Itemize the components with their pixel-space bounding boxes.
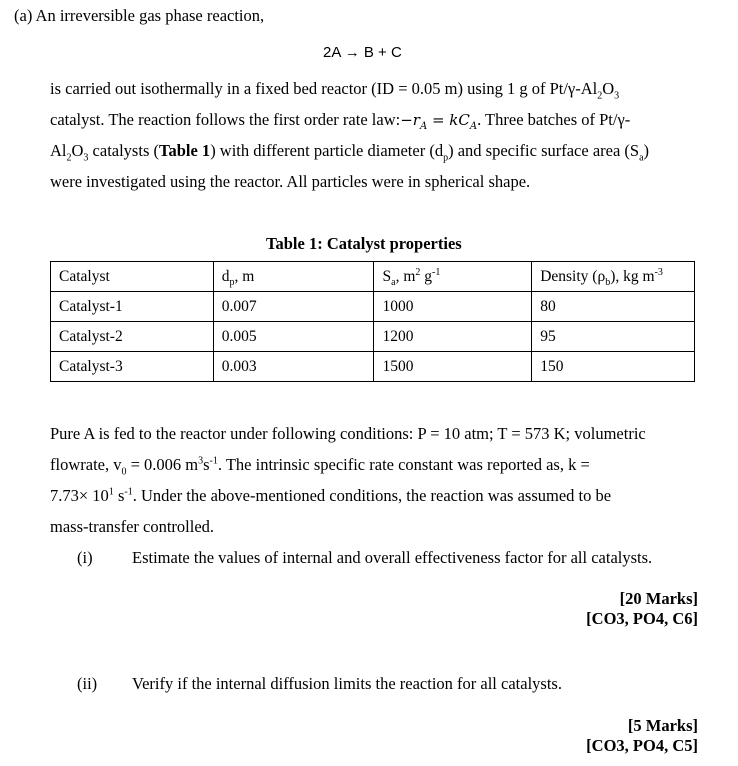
equation-rhs: B + C	[363, 44, 402, 61]
table-header-row	[51, 262, 695, 292]
q2-co: [CO3, PO4, C5]	[586, 736, 698, 755]
cell-dp: 0.007	[213, 292, 374, 322]
subscript: 2	[66, 152, 72, 164]
superscript: -1	[432, 266, 441, 278]
text-span: g	[420, 267, 432, 285]
text-span: . Under the above-mentioned conditions, the reaction was assumed to be	[132, 486, 612, 505]
text-span: −r	[400, 111, 420, 129]
header-catalyst: Catalyst	[51, 262, 214, 292]
text-span: ), kg m	[610, 267, 655, 285]
text-span: Al	[50, 141, 67, 160]
para2-line4: mass-transfer controlled.	[50, 517, 215, 536]
subscript: A	[469, 121, 478, 132]
subscript: p	[229, 276, 235, 288]
para1-line1	[50, 73, 619, 104]
superscript: -1	[124, 486, 133, 498]
subscript: p	[443, 152, 449, 164]
q1-marks-block	[586, 589, 698, 629]
text-span: = 0.006 m	[126, 455, 199, 474]
text-span: O	[71, 141, 84, 160]
subscript: A	[419, 121, 428, 132]
bold-ref: Table 1	[158, 141, 211, 160]
text-span: ) and specific surface area (S	[448, 141, 640, 160]
q1-text: Estimate the values of internal and overall effectiveness factor for all catalysts.	[132, 548, 653, 567]
subscript: a	[639, 152, 644, 164]
cell-dp: 0.005	[213, 322, 374, 352]
para2-line1: Pure A is fed to the reactor under following conditions: P = 10 atm; T = 573 K; volumetric	[50, 424, 646, 443]
text-span: , m	[234, 267, 255, 285]
q2-marks-block	[586, 716, 698, 756]
text-span: , m	[395, 267, 416, 285]
text-span: 7.73× 10	[50, 486, 109, 505]
text-span: Density (ρ	[540, 267, 606, 285]
cell-catalyst: Catalyst-1	[51, 292, 214, 322]
question-intro: (a) An irreversible gas phase reaction,	[14, 6, 265, 25]
text-span: catalyst. The reaction follows the first order rate law:	[50, 110, 401, 129]
text-span: is carried out isothermally in a fixed bed reactor (ID = 0.05 m) using 1 g of Pt/γ-Al	[50, 79, 598, 98]
superscript: 1	[108, 486, 114, 498]
table-row	[51, 352, 695, 382]
text-span: s	[113, 486, 125, 505]
cell-density: 150	[532, 352, 695, 382]
cell-sa: 1200	[374, 322, 532, 352]
subscript: b	[605, 276, 611, 288]
para1-line4: were investigated using the reactor. All particles were in spherical shape.	[50, 172, 531, 191]
q2-text: Verify if the internal diffusion limits the reaction for all catalysts.	[132, 674, 562, 693]
equation-lhs: 2A	[323, 44, 341, 61]
reaction-equation	[323, 44, 402, 61]
equation-arrow: →	[344, 44, 360, 61]
superscript: -1	[209, 455, 218, 467]
subscript: 3	[614, 90, 620, 102]
cell-dp: 0.003	[213, 352, 374, 382]
text-span: d	[221, 267, 230, 285]
q1-number: (i)	[77, 548, 93, 567]
superscript: -3	[654, 266, 663, 278]
table-row	[51, 292, 695, 322]
text-span: s	[203, 455, 210, 474]
text-span: S	[382, 267, 392, 285]
cell-sa: 1000	[374, 292, 532, 322]
cell-density: 80	[532, 292, 695, 322]
rate-law	[400, 111, 478, 132]
cell-sa: 1500	[374, 352, 532, 382]
q1-marks: [20 Marks]	[619, 589, 698, 608]
table-caption: Table 1: Catalyst properties	[266, 234, 462, 253]
q2-marks: [5 Marks]	[627, 716, 698, 735]
superscript: 3	[198, 455, 204, 467]
text-span: O	[602, 79, 615, 98]
text-span: ) with different particle diameter (d	[210, 141, 444, 160]
cell-catalyst: Catalyst-3	[51, 352, 214, 382]
subscript: 0	[121, 466, 127, 478]
cell-catalyst: Catalyst-2	[51, 322, 214, 352]
cell-density: 95	[532, 322, 695, 352]
header-sa	[374, 262, 532, 292]
para1-line3	[50, 135, 649, 166]
para1-line2	[50, 104, 630, 136]
table-row	[51, 322, 695, 352]
header-dp	[213, 262, 374, 292]
q1-co: [CO3, PO4, C6]	[586, 609, 698, 628]
header-density	[532, 262, 695, 292]
superscript: 2	[415, 266, 421, 278]
subscript: 3	[83, 152, 89, 164]
subscript: a	[391, 276, 396, 288]
text-span: . The intrinsic specific rate constant was reported as, k =	[217, 455, 590, 474]
text-span: . Three batches of Pt/γ-	[477, 110, 631, 129]
text-span: flowrate, v	[50, 455, 122, 474]
text-span: = kC	[427, 111, 470, 129]
para2-line2	[50, 449, 590, 480]
text-span: catalysts (	[88, 141, 159, 160]
para2-line3	[50, 480, 611, 511]
subscript: 2	[597, 90, 603, 102]
catalyst-table	[50, 261, 695, 382]
q2-number: (ii)	[77, 674, 98, 693]
text-span: )	[643, 141, 650, 160]
